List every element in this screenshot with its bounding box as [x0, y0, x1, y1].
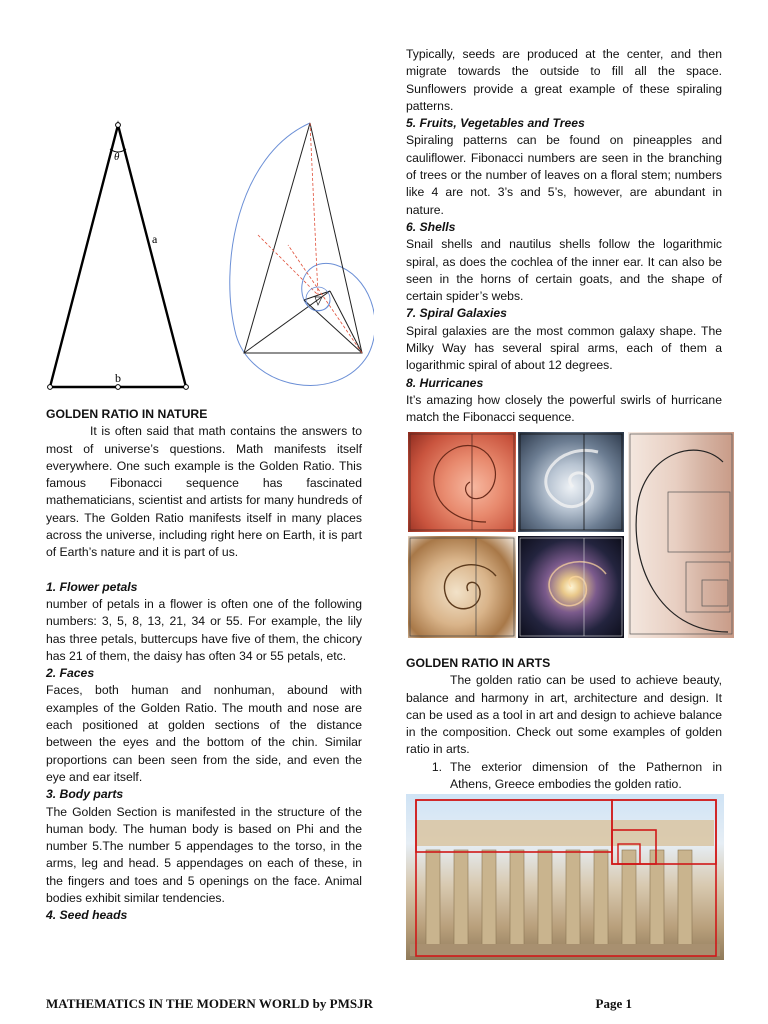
- fruits-heading: 5. Fruits, Vegetables and Trees: [406, 116, 585, 131]
- list-item: [406, 759, 722, 794]
- parthenon-image: [406, 794, 724, 960]
- nature-intro: It is often said that math contains the answers to most of universe’s questions. Math manifests itself everywhere. One such example is the Golden Ratio. This famous Fibonacci sequence has fascinated mathematicians, scientist and artists for many hundreds of years. The Golden Ratio manifests itself in many places across the universe, including right here on Earth, it is part of Earth’s nature and it is part of us.: [46, 424, 362, 560]
- flower-petals-text: number of petals in a flower is often one of the following numbers: 3, 5, 8, 13, 21, 34 or 55. For example, the lily has three petals, buttercups have five of them, the chicory has 21 of them, the daisy has often 34 or 55 petals, etc.: [46, 596, 362, 663]
- faces-text: Faces, both human and nonhuman, abound with examples of the Golden Ratio. The mouth and nose are each positioned at golden sections of the distance between the eyes and the bottom of the chin. Similar proportions can been seen from the side, and even the eye and ear itself.: [46, 683, 362, 784]
- left-column: [46, 406, 362, 925]
- shells-heading: 6. Shells: [406, 219, 456, 234]
- arts-heading: GOLDEN RATIO IN ARTS: [406, 656, 551, 670]
- flower-petals-heading: 1. Flower petals: [46, 579, 138, 594]
- hurricane-spiral-image: [518, 432, 624, 532]
- galaxies-heading: 7. Spiral Galaxies: [406, 306, 507, 321]
- right-column-top: [406, 46, 722, 427]
- face-golden-ratio-image: [628, 432, 734, 638]
- base-b-label: b: [115, 371, 121, 385]
- fruits-text: Spiraling patterns can be found on pineapples and cauliflower. Fibonacci numbers are seen in the branching of trees or the number of leaves on a floral stem; numbers like 4 are not. 3’s and 5’s, however, are abundant in nature.: [406, 133, 722, 217]
- hurricanes-heading: 8. Hurricanes: [406, 375, 484, 390]
- body-parts-text: The Golden Section is manifested in the structure of the human body. The human body is based on Phi and the number 5.The number 5 appendages to the torso, in the arms, leg and head. 5 appendages on each of these, in the fingers and toes and 5 openings on the face. Animal bodies exhibit similar tendencies.: [46, 804, 362, 906]
- nautilus-shell-image: [408, 536, 516, 638]
- body-parts-heading: 3. Body parts: [46, 787, 124, 802]
- list-item-text: The exterior dimension of the Pathernon in Athens, Greece embodies the golden ratio.: [450, 759, 722, 792]
- shells-text: Snail shells and nautilus shells follow the logarithmic spiral, as does the cochlea of the inner ear. It can also be seen in the horns of certain goats, and the shape of certain spider’s webs.: [406, 237, 722, 304]
- faces-heading: 2. Faces: [46, 666, 95, 681]
- seed-heads-heading: 4. Seed heads: [46, 908, 128, 923]
- footer-title: MATHEMATICS IN THE MODERN WORLD by PMSJR: [46, 996, 373, 1011]
- seed-heads-text: Typically, seeds are produced at the center, and then migrate towards the outside to fill all the space. Sunflowers provide a great example of these spiraling patterns.: [406, 47, 722, 113]
- side-a-label: a: [152, 232, 158, 246]
- list-item-number: 1.: [431, 759, 442, 774]
- right-column-arts: [406, 655, 722, 793]
- rose-spiral-image: [408, 432, 516, 532]
- page-number: Page 1: [595, 996, 632, 1011]
- golden-triangle-figure: [40, 115, 200, 395]
- arts-text: The golden ratio can be used to achieve beauty, balance and harmony in art, architecture and design. It can be used as a tool in art and design to achieve balance in the composition. Check out some examples of golden ratio in arts.: [406, 673, 722, 757]
- theta-label: θ: [114, 151, 120, 163]
- hurricanes-text: It’s amazing how closely the powerful swirls of hurricane match the Fibonacci sequence.: [406, 392, 722, 425]
- page-footer: [46, 996, 722, 1012]
- golden-spiral-triangle-figure: [218, 115, 374, 397]
- nature-heading: GOLDEN RATIO IN NATURE: [46, 407, 208, 421]
- spiral-galaxy-image: [518, 536, 624, 638]
- galaxies-text: Spiral galaxies are the most common galaxy shape. The Milky Way has several spiral arms, each of them a logarithmic spiral of about 12 degrees.: [406, 323, 722, 373]
